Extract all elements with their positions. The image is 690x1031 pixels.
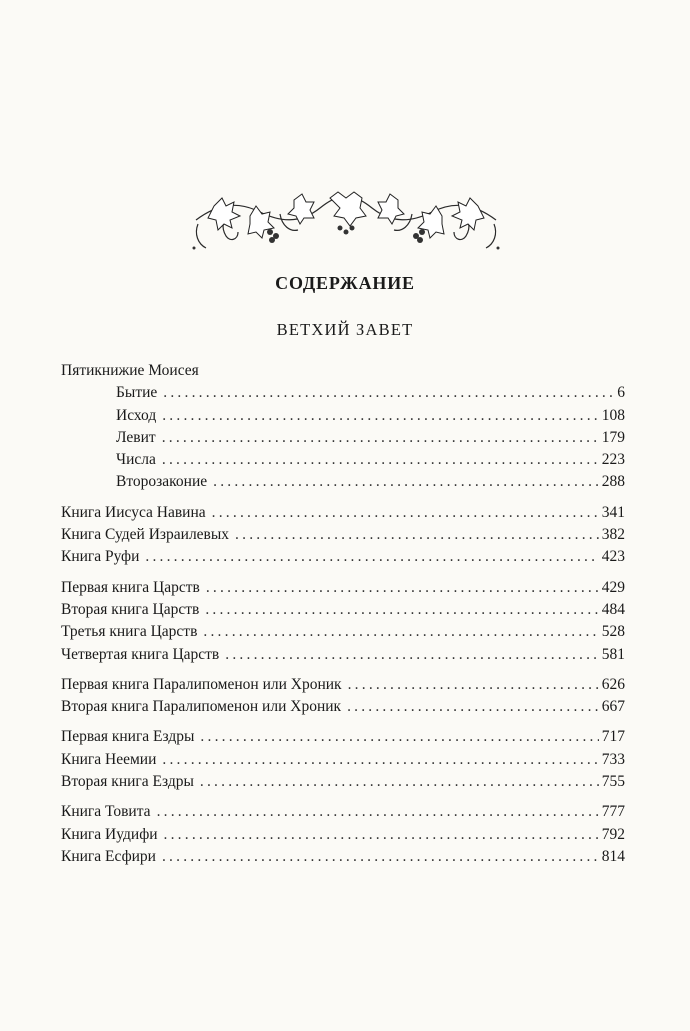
dot-leader: [164, 824, 599, 846]
toc-entry-label: Книга Есфири: [61, 847, 156, 865]
toc-group-heading: Пятикнижие Моисея: [61, 362, 199, 379]
toc-entry-label: Числа: [116, 451, 156, 469]
toc-entry-page: 717: [601, 728, 625, 746]
toc-entry-page: 792: [601, 825, 625, 843]
dot-leader: [206, 577, 599, 599]
toc-entry-label: Бытие: [116, 384, 158, 402]
dot-leader: [348, 674, 599, 696]
toc-entry[interactable]: [61, 382, 625, 404]
dot-leader: [200, 726, 598, 748]
toc-entry-page: 667: [601, 698, 625, 716]
dot-leader: [203, 621, 598, 643]
toc-entry-label: Вторая книга Царств: [61, 600, 200, 618]
toc-entry-page: 626: [601, 675, 625, 693]
toc-entry-page: 581: [601, 645, 625, 663]
toc-entry-label: Вторая книга Ездры: [61, 773, 194, 791]
toc-entry[interactable]: [61, 846, 625, 868]
dot-leader: [225, 644, 598, 666]
dot-leader: [200, 771, 599, 793]
toc-entry-label: Первая книга Царств: [61, 578, 200, 596]
section-title: ВЕТХИЙ ЗАВЕТ: [276, 320, 414, 339]
dot-leader: [162, 449, 599, 471]
dot-leader: [157, 801, 599, 823]
toc-entry-page: 382: [601, 526, 625, 544]
dot-leader: [235, 524, 599, 546]
toc-entry-label: Первая книга Ездры: [61, 728, 195, 746]
toc-entry-label: Книга Иисуса Навина: [61, 503, 206, 521]
dot-leader: [162, 427, 599, 449]
dot-leader: [347, 696, 599, 718]
toc-entry-page: 484: [601, 600, 625, 618]
toc-entry[interactable]: [61, 824, 625, 846]
toc-entry-page: 777: [601, 803, 625, 821]
toc-entry-label: Третья книга Царств: [61, 623, 198, 641]
toc-entry[interactable]: [61, 674, 625, 696]
toc-entry[interactable]: [61, 502, 625, 524]
toc-entry[interactable]: [61, 524, 625, 546]
toc-entry-label: Книга Неемии: [61, 750, 157, 768]
toc-entry-page: 755: [601, 773, 625, 791]
toc-entry-page: 733: [601, 750, 625, 768]
toc-entry[interactable]: [61, 771, 625, 793]
toc-entry[interactable]: [61, 621, 625, 643]
toc-entry-label: Вторая книга Паралипоменон или Хроник: [61, 698, 342, 716]
dot-leader: [162, 749, 598, 771]
toc-entry-page: 223: [601, 451, 625, 469]
toc-entry[interactable]: [61, 599, 625, 621]
toc-entry-page: 341: [601, 503, 625, 521]
dot-leader: [212, 502, 599, 524]
toc-entry[interactable]: [61, 696, 625, 718]
toc-entry[interactable]: [61, 546, 625, 568]
dot-leader: [162, 846, 599, 868]
table-of-contents: [61, 360, 625, 868]
toc-entry[interactable]: [61, 726, 625, 748]
vine-flourish-ornament-icon: [190, 188, 502, 256]
toc-entry-label: Первая книга Паралипоменон или Хроник: [61, 675, 342, 693]
dot-leader: [213, 471, 599, 493]
toc-entry-label: Второзаконие: [116, 473, 208, 491]
toc-entry[interactable]: [61, 427, 625, 449]
toc-entry[interactable]: [61, 449, 625, 471]
toc-entry[interactable]: [61, 801, 625, 823]
toc-entry-label: Левит: [116, 428, 156, 446]
toc-entry-label: Книга Судей Израилевых: [61, 526, 230, 544]
toc-entry-page: 288: [601, 473, 625, 491]
dot-leader: [205, 599, 598, 621]
dot-leader: [145, 546, 598, 568]
toc-entry[interactable]: [61, 749, 625, 771]
toc-entry-label: Исход: [116, 406, 157, 424]
page-title: СОДЕРЖАНИЕ: [275, 273, 415, 293]
toc-entry[interactable]: [61, 577, 625, 599]
toc-entry-page: 423: [601, 548, 625, 566]
toc-entry[interactable]: [61, 644, 625, 666]
dot-leader: [162, 405, 599, 427]
toc-entry-label: Книга Руфи: [61, 548, 140, 566]
toc-entry-page: 814: [601, 847, 625, 865]
toc-entry-label: Четвертая книга Царств: [61, 645, 220, 663]
dot-leader: [163, 382, 614, 404]
toc-entry-page: 429: [601, 578, 625, 596]
toc-entry[interactable]: [61, 471, 625, 493]
toc-entry-page: 108: [601, 406, 625, 424]
toc-entry-label: Книга Товита: [61, 803, 151, 821]
toc-entry-page: 528: [601, 623, 625, 641]
toc-entry-page: 179: [601, 428, 625, 446]
toc-entry-page: 6: [617, 384, 625, 402]
toc-entry-label: Книга Иудифи: [61, 825, 158, 843]
toc-entry[interactable]: [61, 405, 625, 427]
